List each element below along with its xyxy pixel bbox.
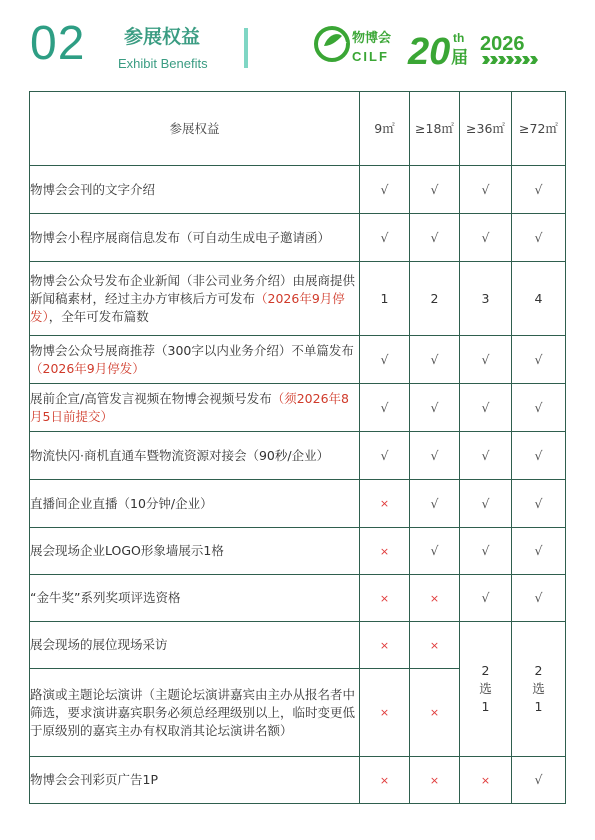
benefit-text: 路演或主题论坛演讲（主题论坛演讲嘉宾由主办从报名者中筛选，要求演讲嘉宾职务必须总经理级别以上，临时变更低于原级别的嘉宾主办有权取消其论坛演讲名额） bbox=[30, 686, 356, 738]
benefit-text: 展会现场企业LOGO形象墙展示1格 bbox=[30, 543, 224, 558]
logo-edition-number: 20 bbox=[408, 31, 451, 72]
merged-choice-cell bbox=[512, 622, 566, 757]
benefit-text: 物博会会刊的文字介绍 bbox=[30, 181, 156, 197]
value-cell bbox=[512, 262, 566, 336]
check-icon: √ bbox=[380, 229, 389, 245]
value-cell bbox=[512, 480, 566, 528]
cross-icon: × bbox=[429, 706, 440, 719]
choice-text: 选 bbox=[479, 681, 492, 696]
value-cell bbox=[512, 575, 566, 622]
value-cell bbox=[410, 528, 460, 575]
value-cell bbox=[512, 384, 566, 432]
check-icon: √ bbox=[430, 181, 439, 197]
check-icon: √ bbox=[481, 495, 490, 511]
value-cell bbox=[410, 336, 460, 384]
cross-icon: × bbox=[429, 773, 440, 787]
benefit-note: （须2026年8月5日前提交） bbox=[30, 390, 349, 424]
cross-icon: × bbox=[379, 773, 390, 787]
cross-icon: × bbox=[379, 591, 390, 605]
value-text: 3 bbox=[481, 290, 490, 306]
section-title: 参展权益 bbox=[124, 26, 201, 48]
section-number: 02 bbox=[30, 17, 86, 70]
benefit-cell bbox=[30, 528, 360, 575]
benefit-text: 展会现场的展位现场采访 bbox=[30, 637, 168, 652]
value-cell bbox=[460, 214, 512, 262]
value-cell bbox=[360, 214, 410, 262]
value-text: 1 bbox=[380, 290, 389, 306]
check-icon: √ bbox=[380, 181, 389, 197]
benefit-text: 物博会会刊彩页广告1P bbox=[30, 772, 158, 787]
check-icon: √ bbox=[534, 590, 543, 605]
value-cell bbox=[410, 622, 460, 669]
logo-brand-cn: 物博会 bbox=[352, 31, 392, 46]
logo-year: 2026 bbox=[480, 33, 525, 55]
value-cell bbox=[410, 480, 460, 528]
value-cell bbox=[360, 528, 410, 575]
logo-edition-th: th bbox=[453, 31, 465, 45]
benefit-text: 物博会小程序展商信息发布（可自动生成电子邀请函） bbox=[30, 229, 331, 245]
table-row bbox=[30, 166, 566, 214]
value-cell bbox=[512, 528, 566, 575]
cross-icon: × bbox=[429, 591, 440, 605]
value-cell bbox=[360, 384, 410, 432]
check-icon: √ bbox=[534, 399, 543, 415]
value-cell bbox=[460, 480, 512, 528]
benefit-cell bbox=[30, 336, 360, 384]
table-row bbox=[30, 432, 566, 480]
choice-text: 2 bbox=[481, 663, 490, 678]
value-cell bbox=[360, 262, 410, 336]
check-icon: √ bbox=[534, 351, 543, 367]
table-row bbox=[30, 480, 566, 528]
value-cell bbox=[410, 432, 460, 480]
value-cell bbox=[410, 669, 460, 757]
value-cell bbox=[360, 432, 410, 480]
section-subtitle: Exhibit Benefits bbox=[118, 56, 208, 71]
check-icon: √ bbox=[430, 351, 439, 367]
check-icon: √ bbox=[380, 447, 389, 463]
value-cell bbox=[360, 336, 410, 384]
cross-icon: × bbox=[379, 544, 390, 558]
check-icon: √ bbox=[534, 772, 543, 787]
benefit-cell bbox=[30, 384, 360, 432]
value-cell bbox=[460, 757, 512, 804]
benefit-cell bbox=[30, 480, 360, 528]
table-row bbox=[30, 384, 566, 432]
benefit-cell bbox=[30, 262, 360, 336]
benefit-cell bbox=[30, 214, 360, 262]
cross-icon: × bbox=[429, 638, 440, 652]
table-row bbox=[30, 214, 566, 262]
header-divider bbox=[244, 28, 248, 68]
benefits-table bbox=[29, 91, 566, 804]
check-icon: √ bbox=[380, 351, 389, 367]
benefit-cell bbox=[30, 575, 360, 622]
value-cell bbox=[460, 384, 512, 432]
cross-icon: × bbox=[379, 638, 390, 652]
table-row bbox=[30, 575, 566, 622]
choice-text: 选 bbox=[532, 681, 545, 696]
check-icon: √ bbox=[481, 181, 490, 197]
value-cell bbox=[410, 214, 460, 262]
check-icon: √ bbox=[430, 399, 439, 415]
value-cell bbox=[512, 166, 566, 214]
value-cell bbox=[512, 214, 566, 262]
value-text: 4 bbox=[534, 290, 543, 306]
value-cell bbox=[460, 528, 512, 575]
table-row bbox=[30, 336, 566, 384]
value-cell bbox=[512, 336, 566, 384]
check-icon: √ bbox=[534, 229, 543, 245]
benefit-cell bbox=[30, 622, 360, 669]
check-icon: √ bbox=[534, 543, 543, 558]
check-icon: √ bbox=[430, 447, 439, 463]
benefit-cell bbox=[30, 757, 360, 804]
leaf-globe-icon bbox=[316, 28, 348, 60]
page-header bbox=[0, 0, 595, 90]
table-header-row bbox=[30, 92, 566, 166]
check-icon: √ bbox=[481, 447, 490, 463]
benefit-tail: ，全年可发布篇数 bbox=[48, 308, 149, 324]
check-icon: √ bbox=[430, 495, 439, 511]
benefit-text: 展前企宣/高管发言视频在物博会视频号发布 bbox=[30, 390, 272, 406]
benefit-text: “金牛奖”系列奖项评选资格 bbox=[30, 590, 181, 605]
value-cell bbox=[512, 757, 566, 804]
cross-icon: × bbox=[480, 773, 491, 787]
value-cell bbox=[460, 166, 512, 214]
value-cell bbox=[460, 262, 512, 336]
value-cell bbox=[410, 757, 460, 804]
benefit-text: 物博会公众号展商推荐（300字以内业务介绍）不单篇发布 bbox=[30, 342, 354, 358]
choice-text: 1 bbox=[534, 699, 543, 714]
table-row bbox=[30, 528, 566, 575]
benefit-note: （2026年9月停发） bbox=[30, 290, 345, 324]
value-cell bbox=[460, 336, 512, 384]
benefit-note: （2026年9月停发） bbox=[30, 360, 145, 376]
check-icon: √ bbox=[430, 229, 439, 245]
header-18sqm: ≥18㎡ bbox=[410, 92, 460, 166]
value-cell bbox=[360, 669, 410, 757]
benefit-text: 物博会公众号发布企业新闻（非公司业务介绍）由展商提供新闻稿素材，经过主办方审核后方可发布 bbox=[30, 272, 356, 306]
value-cell bbox=[360, 480, 410, 528]
value-text: 2 bbox=[430, 290, 439, 306]
header-9sqm: 9㎡ bbox=[360, 92, 410, 166]
check-icon: √ bbox=[481, 543, 490, 558]
benefit-text: 直播间企业直播（10分钟/企业） bbox=[30, 495, 213, 511]
value-cell bbox=[460, 575, 512, 622]
check-icon: √ bbox=[380, 399, 389, 415]
benefit-cell bbox=[30, 166, 360, 214]
value-cell bbox=[360, 757, 410, 804]
check-icon: √ bbox=[481, 590, 490, 605]
value-cell bbox=[460, 432, 512, 480]
cross-icon: × bbox=[379, 497, 390, 510]
cilf-logo bbox=[312, 16, 562, 72]
check-icon: √ bbox=[534, 181, 543, 197]
value-cell bbox=[410, 262, 460, 336]
benefit-text: 物流快闪·商机直通车暨物流资源对接会（90秒/企业） bbox=[30, 447, 330, 463]
value-cell bbox=[360, 622, 410, 669]
benefit-cell bbox=[30, 669, 360, 757]
choice-text: 2 bbox=[534, 663, 543, 678]
merged-choice-cell bbox=[460, 622, 512, 757]
value-cell bbox=[360, 575, 410, 622]
choice-text: 1 bbox=[481, 699, 490, 714]
check-icon: √ bbox=[534, 447, 543, 463]
value-cell bbox=[360, 166, 410, 214]
table-row bbox=[30, 757, 566, 804]
logo-brand-en: CILF bbox=[352, 49, 389, 64]
table-row bbox=[30, 262, 566, 336]
table-row bbox=[30, 622, 566, 669]
value-cell bbox=[410, 575, 460, 622]
benefit-cell bbox=[30, 432, 360, 480]
check-icon: √ bbox=[481, 229, 490, 245]
check-icon: √ bbox=[430, 543, 439, 558]
header-72sqm: ≥72㎡ bbox=[512, 92, 566, 166]
header-36sqm: ≥36㎡ bbox=[460, 92, 512, 166]
check-icon: √ bbox=[481, 351, 490, 367]
cross-icon: × bbox=[379, 706, 390, 719]
header-benefit: 参展权益 bbox=[30, 92, 360, 166]
logo-edition-char: 届 bbox=[451, 48, 468, 68]
value-cell bbox=[410, 384, 460, 432]
check-icon: √ bbox=[481, 399, 490, 415]
value-cell bbox=[512, 432, 566, 480]
check-icon: √ bbox=[534, 495, 543, 511]
value-cell bbox=[410, 166, 460, 214]
chevrons-icon bbox=[482, 56, 538, 64]
